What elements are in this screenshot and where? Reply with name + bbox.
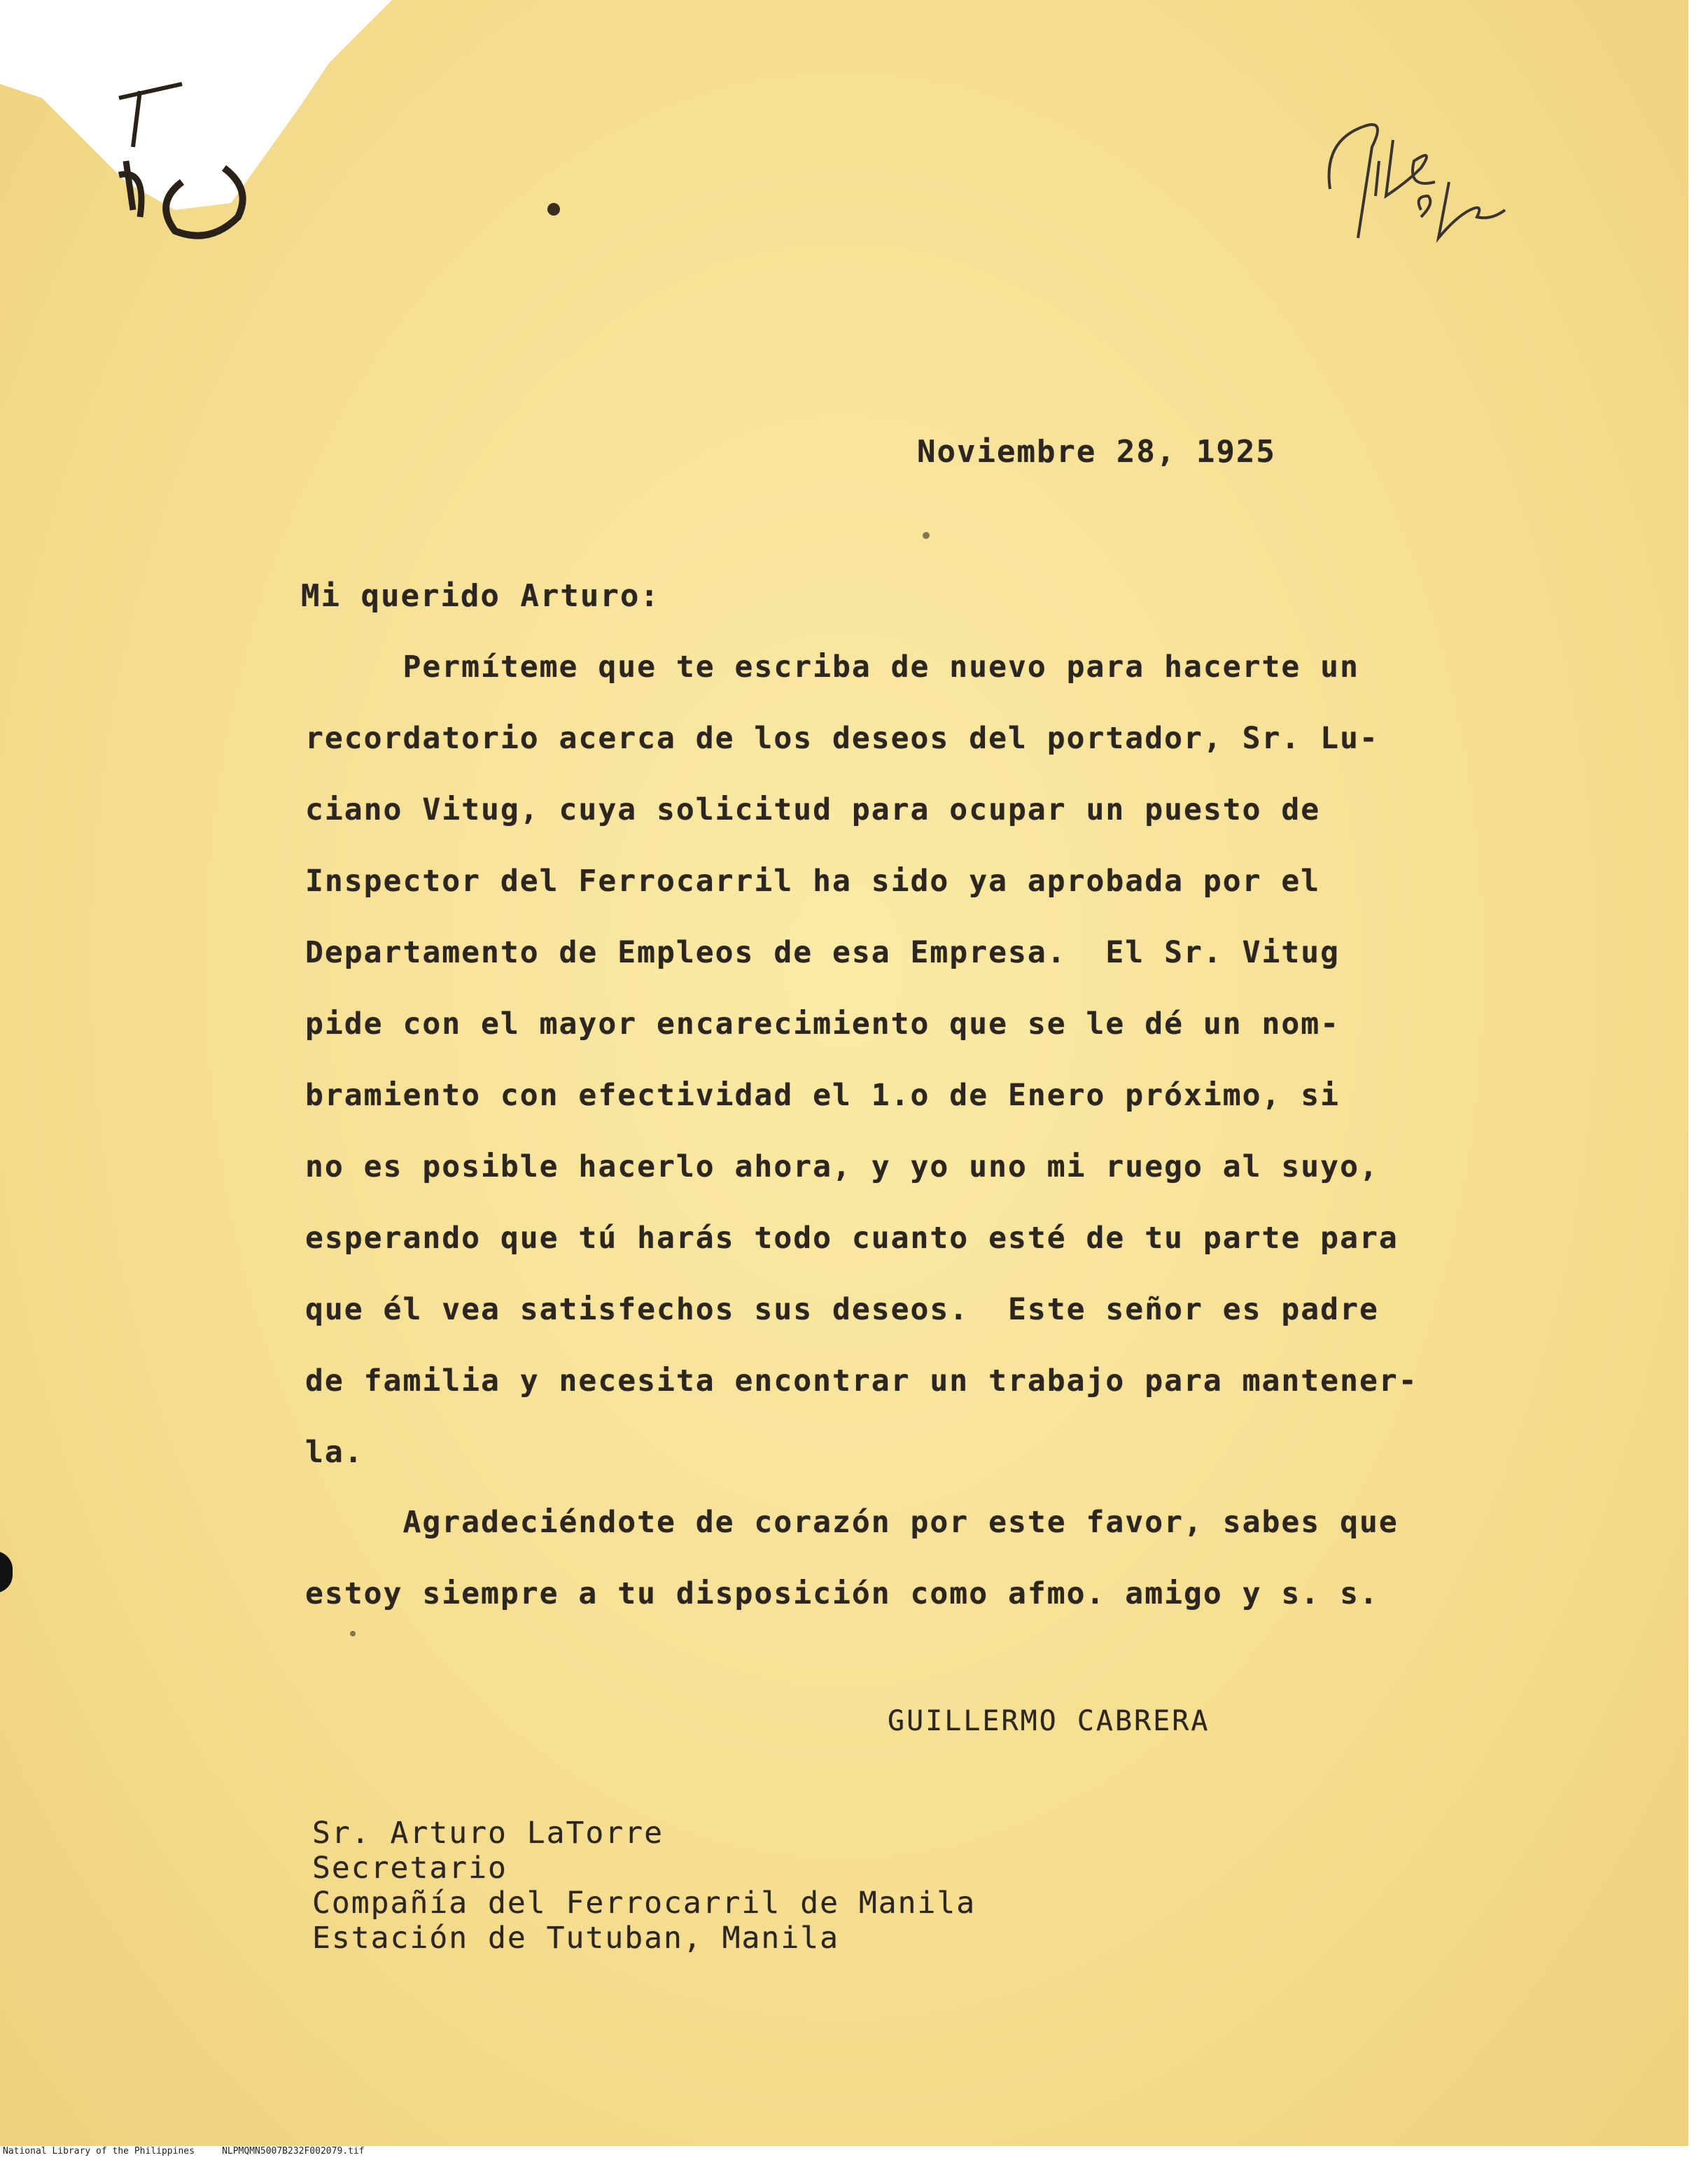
letter-salutation: Mi querido Arturo: [301, 578, 660, 614]
body-line: que él vea satisfechos sus deseos. Este señor es padre [305, 1292, 1379, 1327]
address-line: Compañía del Ferrocarril de Manila [312, 1886, 976, 1921]
signature-name: GUILLERMO CABRERA [888, 1705, 1210, 1737]
body-line: Permíteme que te escriba de nuevo para hacerte un [305, 650, 1359, 685]
scan-footer [3, 2146, 365, 2157]
margin-ink-number [112, 63, 280, 287]
body-line: no es posible hacerlo ahora, y yo uno mi ruego al suyo, [305, 1149, 1379, 1184]
address-line: Estación de Tutuban, Manila [312, 1921, 839, 1956]
body-line: Departamento de Empleos de esa Empresa. El Sr. Vitug [305, 935, 1340, 970]
body-line: Inspector del Ferrocarril ha sido ya aprobada por el [305, 864, 1321, 899]
body-line: esperando que tú harás todo cuanto esté de tu parte para [305, 1221, 1399, 1256]
ink-spot [923, 532, 930, 539]
ink-spot [547, 203, 560, 216]
body-line: Agradeciéndote de corazón por este favor, sabes que [305, 1505, 1399, 1540]
address-line: Sr. Arturo LaTorre [312, 1816, 664, 1851]
body-line: bramiento con efectividad el 1.o de Enero próximo, si [305, 1078, 1340, 1113]
letter-date: Noviembre 28, 1925 [917, 434, 1276, 470]
address-line: Secretario [312, 1851, 507, 1886]
footer-source: National Library of the Philippines [3, 2146, 195, 2157]
body-line: ciano Vitug, cuya solicitud para ocupar un puesto de [305, 792, 1321, 827]
binding-hole [0, 1551, 13, 1593]
body-line: la. [305, 1435, 364, 1470]
body-line: estoy siempre a tu disposición como afmo. amigo y s. s. [305, 1576, 1379, 1611]
footer-filename: NLPMQMN5007B232F002079.tif [222, 2146, 365, 2157]
ink-spot [350, 1631, 356, 1636]
body-line: de familia y necesita encontrar un trabajo para mantener- [305, 1363, 1418, 1398]
body-line: pide con el mayor encarecimiento que se le dé un nom- [305, 1007, 1340, 1042]
handwritten-file-note [1316, 98, 1526, 252]
body-line: recordatorio acerca de los deseos del portador, Sr. Lu- [305, 721, 1379, 756]
